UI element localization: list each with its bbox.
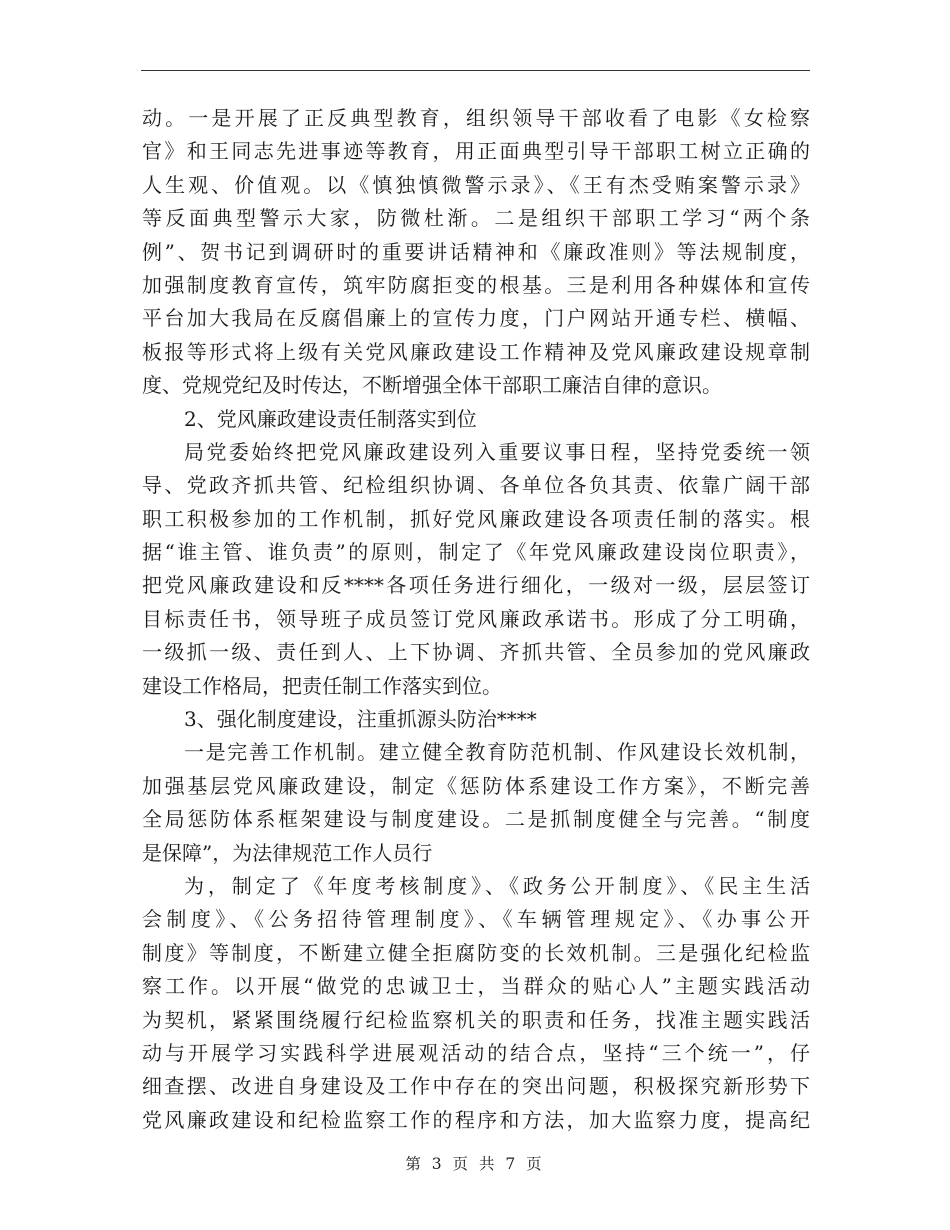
text-line: 度、党规党纪及时传达，不断增强全体干部职工廉洁自律的意识。 bbox=[142, 373, 722, 398]
text-line: 据“谁主管、谁负责”的原则，制定了《年党风廉政建设岗位职责》， bbox=[142, 540, 810, 565]
text-line: 党风廉政建设和纪检监察工作的程序和方法，加大监察力度，提高纪 bbox=[142, 1107, 810, 1132]
text-line: 制度》等制度，不断建立健全拒腐防变的长效机制。三是强化纪检监 bbox=[142, 940, 810, 965]
text-line: 目标责任书，领导班子成员签订党风廉政承诺书。形成了分工明确， bbox=[142, 606, 810, 631]
text-line: 职工积极参加的工作机制，抓好党风廉政建设各项责任制的落实。根 bbox=[142, 506, 810, 531]
text-line: 动与开展学习实践科学进展观活动的结合点，坚持“三个统一”，仔 bbox=[142, 1040, 810, 1065]
text-line: 为，制定了《年度考核制度》、《政务公开制度》、《民主生活 bbox=[184, 873, 810, 898]
text-line: 为契机，紧紧围绕履行纪检监察机关的职责和任务，找准主题实践活 bbox=[142, 1007, 810, 1032]
text-line: 建设工作格局，把责任制工作落实到位。 bbox=[142, 673, 502, 698]
document-body bbox=[142, 102, 810, 1137]
text-line: 加强制度教育宣传，筑牢防腐拒变的根基。三是利用各种媒体和宣传 bbox=[142, 272, 810, 297]
text-line: 局党委始终把党风廉政建设列入重要议事日程，坚持党委统一领 bbox=[184, 439, 810, 464]
text-line: 人生观、价值观。以《慎独慎微警示录》、《王有杰受贿案警示录》 bbox=[142, 172, 810, 197]
text-line: 2、党风廉政建设责任制落实到位 bbox=[184, 406, 477, 431]
header-rule bbox=[141, 70, 810, 71]
text-line: 是保障”，为法律规范工作人员行 bbox=[142, 840, 433, 865]
text-line: 加强基层党风廉政建设，制定《惩防体系建设工作方案》，不断完善 bbox=[142, 773, 810, 798]
text-line: 会制度》、《公务招待管理制度》、《车辆管理规定》、《办事公开 bbox=[142, 907, 810, 932]
text-line: 动。一是开展了正反典型教育，组织领导干部收看了电影《女检察 bbox=[142, 106, 810, 130]
text-line: 板报等形式将上级有关党风廉政建设工作精神及党风廉政建设规章制 bbox=[142, 339, 810, 364]
text-line: 把党风廉政建设和反****各项任务进行细化，一级对一级，层层签订 bbox=[142, 573, 810, 598]
text-line: 例”、贺书记到调研时的重要讲话精神和《廉政准则》等法规制度， bbox=[142, 239, 810, 264]
text-line: 官》和王同志先进事迹等教育，用正面典型引导干部职工树立正确的 bbox=[142, 139, 810, 164]
text-line: 导、党政齐抓共管、纪检组织协调、各单位各负其责、依靠广阔干部 bbox=[142, 473, 810, 498]
text-line: 全局惩防体系框架建设与制度建设。二是抓制度健全与完善。“制度 bbox=[142, 807, 810, 832]
text-line: 一是完善工作机制。建立健全教育防范机制、作风建设长效机制， bbox=[184, 740, 810, 765]
text-line: 平台加大我局在反腐倡廉上的宣传力度，门户网站开通专栏、横幅、 bbox=[142, 306, 810, 331]
text-line: 察工作。以开展“做党的忠诚卫士，当群众的贴心人”主题实践活动 bbox=[142, 974, 810, 999]
text-line: 一级抓一级、责任到人、上下协调、齐抓共管、全员参加的党风廉政 bbox=[142, 640, 810, 665]
text-line: 细查摆、改进自身建设及工作中存在的突出问题，积极探究新形势下 bbox=[142, 1074, 810, 1099]
text-line: 等反面典型警示大家，防微杜渐。二是组织干部职工学习“两个条 bbox=[142, 206, 810, 231]
page-footer: 第 3 页 共 7 页 bbox=[405, 1155, 545, 1173]
text-line: 3、强化制度建设，注重抓源头防治**** bbox=[184, 707, 537, 732]
